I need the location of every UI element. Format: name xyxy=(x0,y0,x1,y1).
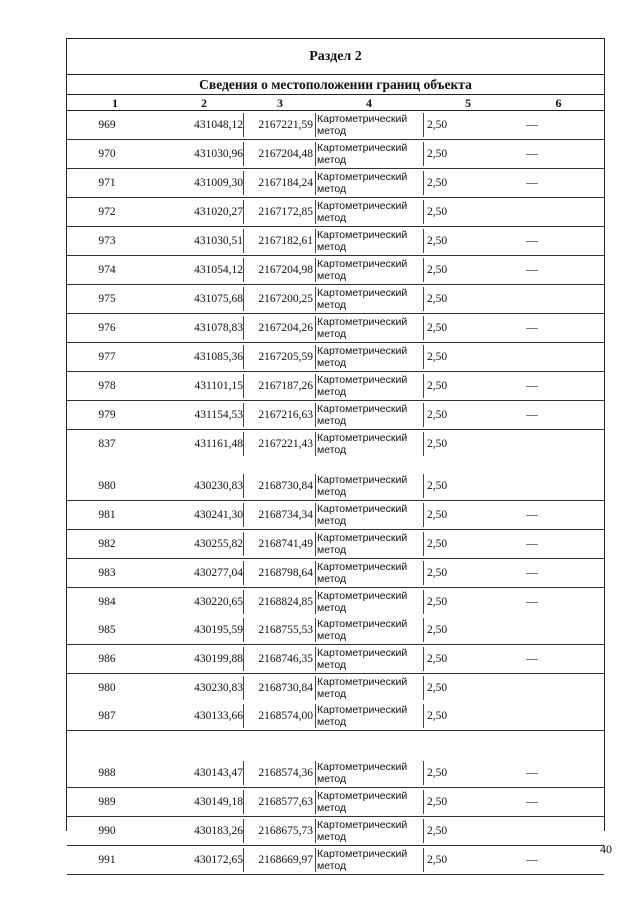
y-coordinate: 2168734,34 xyxy=(258,509,313,521)
accuracy-cell: 2,50 xyxy=(427,624,448,636)
column-divider xyxy=(243,704,244,728)
x-coordinate: 431161,48 xyxy=(194,438,243,450)
method-cell: Картометрический метод xyxy=(317,432,408,456)
description-cell: — xyxy=(526,322,538,334)
column-divider xyxy=(315,561,316,585)
table-row xyxy=(67,530,604,559)
column-divider xyxy=(243,503,244,527)
section-subtitle: Сведения о местоположении границ объекта xyxy=(67,75,604,95)
point-number: 980 xyxy=(98,682,116,694)
column-divider xyxy=(423,590,424,614)
column-divider xyxy=(243,848,244,872)
accuracy-cell: 2,50 xyxy=(427,825,448,837)
x-coordinate: 430230,83 xyxy=(194,480,243,492)
table-row xyxy=(67,674,604,702)
point-number: 982 xyxy=(98,538,116,550)
y-coordinate: 2168755,53 xyxy=(258,624,313,636)
section-title: Раздел 2 xyxy=(67,39,604,75)
method-cell: Картометрический метод xyxy=(317,200,408,224)
column-divider xyxy=(243,403,244,427)
column-divider xyxy=(243,171,244,195)
accuracy-cell: 2,50 xyxy=(427,480,448,492)
x-coordinate: 430143,47 xyxy=(194,767,243,779)
column-divider xyxy=(243,142,244,166)
point-number: 984 xyxy=(98,596,116,608)
table-row xyxy=(67,343,604,372)
column-header-4: 4 xyxy=(366,96,372,110)
point-number: 970 xyxy=(98,148,116,160)
accuracy-cell: 2,50 xyxy=(427,767,448,779)
column-divider xyxy=(243,761,244,785)
column-divider xyxy=(423,432,424,456)
column-divider xyxy=(423,316,424,340)
y-coordinate: 2167182,61 xyxy=(258,235,313,247)
column-divider xyxy=(315,229,316,253)
column-divider xyxy=(315,432,316,456)
x-coordinate: 430277,04 xyxy=(194,567,243,579)
point-number: 988 xyxy=(98,767,116,779)
description-cell: — xyxy=(526,854,538,866)
accuracy-cell: 2,50 xyxy=(427,177,448,189)
column-divider xyxy=(423,258,424,282)
table-row xyxy=(67,588,604,616)
y-coordinate: 2168669,97 xyxy=(258,854,313,866)
description-cell: — xyxy=(526,596,538,608)
column-divider xyxy=(315,819,316,843)
column-divider xyxy=(243,113,244,137)
column-divider xyxy=(315,532,316,556)
column-divider xyxy=(423,819,424,843)
x-coordinate: 431048,12 xyxy=(194,119,243,131)
column-divider xyxy=(315,171,316,195)
accuracy-cell: 2,50 xyxy=(427,596,448,608)
column-divider xyxy=(315,345,316,369)
method-cell: Картометрический метод xyxy=(317,287,408,311)
accuracy-cell: 2,50 xyxy=(427,380,448,392)
method-cell: Картометрический метод xyxy=(317,503,408,527)
method-cell: Картометрический метод xyxy=(317,848,408,872)
y-coordinate: 2168730,84 xyxy=(258,480,313,492)
point-number: 991 xyxy=(98,854,116,866)
column-divider xyxy=(243,647,244,671)
column-divider xyxy=(315,142,316,166)
y-coordinate: 2167184,24 xyxy=(258,177,313,189)
point-number: 985 xyxy=(98,624,116,636)
table-row xyxy=(67,559,604,588)
method-cell: Картометрический метод xyxy=(317,790,408,814)
accuracy-cell: 2,50 xyxy=(427,682,448,694)
column-divider xyxy=(423,704,424,728)
x-coordinate: 431101,15 xyxy=(194,380,243,392)
page-number: 40 xyxy=(600,842,612,856)
x-coordinate: 431078,83 xyxy=(194,322,243,334)
description-cell: — xyxy=(526,567,538,579)
column-divider xyxy=(243,819,244,843)
table-body xyxy=(67,111,604,875)
method-cell: Картометрический метод xyxy=(317,590,408,614)
y-coordinate: 2168675,73 xyxy=(258,825,313,837)
y-coordinate: 2167221,59 xyxy=(258,119,313,131)
x-coordinate: 431054,12 xyxy=(194,264,243,276)
column-divider xyxy=(423,200,424,224)
table-row xyxy=(67,846,604,875)
column-header-6: 6 xyxy=(555,96,562,110)
table-row xyxy=(67,458,604,501)
x-coordinate: 431075,68 xyxy=(194,293,243,305)
point-number: 837 xyxy=(98,438,116,450)
column-divider xyxy=(243,200,244,224)
method-cell: Картометрический метод xyxy=(317,345,408,369)
table-row xyxy=(67,372,604,401)
column-divider xyxy=(423,848,424,872)
table-row xyxy=(67,702,604,731)
column-divider xyxy=(423,474,424,498)
method-cell: Картометрический метод xyxy=(317,676,408,700)
column-divider xyxy=(243,618,244,642)
accuracy-cell: 2,50 xyxy=(427,567,448,579)
column-header-3: 3 xyxy=(277,96,283,110)
table-row xyxy=(67,788,604,817)
x-coordinate: 430183,26 xyxy=(194,825,243,837)
method-cell: Картометрический метод xyxy=(317,474,408,498)
x-coordinate: 431030,51 xyxy=(194,235,243,247)
point-number: 975 xyxy=(98,293,116,305)
description-cell: — xyxy=(526,767,538,779)
column-divider xyxy=(423,561,424,585)
column-divider xyxy=(243,676,244,700)
accuracy-cell: 2,50 xyxy=(427,653,448,665)
method-cell: Картометрический метод xyxy=(317,532,408,556)
y-coordinate: 2168577,63 xyxy=(258,796,313,808)
description-cell: — xyxy=(526,409,538,421)
method-cell: Картометрический метод xyxy=(317,258,408,282)
point-number: 986 xyxy=(98,653,116,665)
description-cell: — xyxy=(526,380,538,392)
table-row xyxy=(67,227,604,256)
x-coordinate: 431154,53 xyxy=(194,409,243,421)
point-number: 977 xyxy=(98,351,116,363)
accuracy-cell: 2,50 xyxy=(427,119,448,131)
column-divider xyxy=(315,287,316,311)
y-coordinate: 2168741,49 xyxy=(258,538,313,550)
column-divider xyxy=(243,345,244,369)
table-row xyxy=(67,616,604,645)
x-coordinate: 430172,65 xyxy=(194,854,243,866)
x-coordinate: 430149,18 xyxy=(194,796,243,808)
description-cell: — xyxy=(526,538,538,550)
table-row xyxy=(67,314,604,343)
column-divider xyxy=(423,287,424,311)
table-row xyxy=(67,401,604,430)
table-row xyxy=(67,140,604,169)
table-row xyxy=(67,817,604,846)
y-coordinate: 2167204,26 xyxy=(258,322,313,334)
method-cell: Картометрический метод xyxy=(317,647,408,671)
y-coordinate: 2167204,98 xyxy=(258,264,313,276)
table-row xyxy=(67,169,604,198)
column-divider xyxy=(243,474,244,498)
column-divider xyxy=(315,618,316,642)
accuracy-cell: 2,50 xyxy=(427,409,448,421)
point-number: 972 xyxy=(98,206,116,218)
method-cell: Картометрический метод xyxy=(317,374,408,398)
accuracy-cell: 2,50 xyxy=(427,148,448,160)
column-header-row xyxy=(67,96,604,111)
method-cell: Картометрический метод xyxy=(317,561,408,585)
y-coordinate: 2168798,64 xyxy=(258,567,313,579)
x-coordinate: 430220,65 xyxy=(194,596,243,608)
description-cell: — xyxy=(526,148,538,160)
description-cell: — xyxy=(526,119,538,131)
x-coordinate: 430195,59 xyxy=(194,624,243,636)
description-cell: — xyxy=(526,796,538,808)
description-cell: — xyxy=(526,177,538,189)
accuracy-cell: 2,50 xyxy=(427,264,448,276)
accuracy-cell: 2,50 xyxy=(427,351,448,363)
table-row xyxy=(67,731,604,788)
table-row xyxy=(67,501,604,530)
column-divider xyxy=(315,647,316,671)
y-coordinate: 2168574,00 xyxy=(258,710,313,722)
point-number: 973 xyxy=(98,235,116,247)
table-row xyxy=(67,111,604,140)
point-number: 979 xyxy=(98,409,116,421)
column-divider xyxy=(423,113,424,137)
column-divider xyxy=(243,287,244,311)
column-divider xyxy=(243,432,244,456)
table-row xyxy=(67,285,604,314)
point-number: 980 xyxy=(98,480,116,492)
x-coordinate: 430255,82 xyxy=(194,538,243,550)
description-cell: — xyxy=(526,653,538,665)
method-cell: Картометрический метод xyxy=(317,113,408,137)
method-cell: Картометрический метод xyxy=(317,761,408,785)
point-number: 971 xyxy=(98,177,116,189)
point-number: 969 xyxy=(98,119,116,131)
column-divider xyxy=(423,171,424,195)
column-divider xyxy=(243,561,244,585)
column-divider xyxy=(315,676,316,700)
point-number: 987 xyxy=(98,710,116,722)
column-divider xyxy=(243,374,244,398)
column-header-2: 2 xyxy=(201,96,207,110)
column-divider xyxy=(243,229,244,253)
column-divider xyxy=(243,258,244,282)
column-divider xyxy=(423,403,424,427)
method-cell: Картометрический метод xyxy=(317,704,408,728)
point-number: 981 xyxy=(98,509,116,521)
x-coordinate: 431085,36 xyxy=(194,351,243,363)
table-row xyxy=(67,430,604,458)
y-coordinate: 2167172,85 xyxy=(258,206,313,218)
y-coordinate: 2167216,63 xyxy=(258,409,313,421)
column-divider xyxy=(423,503,424,527)
column-header-5: 5 xyxy=(465,96,471,110)
x-coordinate: 431009,30 xyxy=(194,177,243,189)
column-divider xyxy=(315,848,316,872)
x-coordinate: 431030,96 xyxy=(194,148,243,160)
column-header-1: 1 xyxy=(112,96,118,110)
column-divider xyxy=(423,618,424,642)
accuracy-cell: 2,50 xyxy=(427,206,448,218)
point-number: 990 xyxy=(98,825,116,837)
accuracy-cell: 2,50 xyxy=(427,438,448,450)
accuracy-cell: 2,50 xyxy=(427,235,448,247)
x-coordinate: 430241,30 xyxy=(194,509,243,521)
method-cell: Картометрический метод xyxy=(317,819,408,843)
x-coordinate: 430133,66 xyxy=(194,710,243,722)
column-divider xyxy=(423,676,424,700)
x-coordinate: 431020,27 xyxy=(194,206,243,218)
column-divider xyxy=(243,316,244,340)
column-divider xyxy=(315,474,316,498)
description-cell: — xyxy=(526,509,538,521)
table-row xyxy=(67,256,604,285)
column-divider xyxy=(315,590,316,614)
column-divider xyxy=(243,790,244,814)
y-coordinate: 2168730,84 xyxy=(258,682,313,694)
column-divider xyxy=(315,403,316,427)
point-number: 976 xyxy=(98,322,116,334)
accuracy-cell: 2,50 xyxy=(427,796,448,808)
column-divider xyxy=(423,647,424,671)
column-divider xyxy=(315,704,316,728)
method-cell: Картометрический метод xyxy=(317,171,408,195)
column-divider xyxy=(423,761,424,785)
accuracy-cell: 2,50 xyxy=(427,322,448,334)
document-table-frame xyxy=(66,38,605,872)
method-cell: Картометрический метод xyxy=(317,229,408,253)
column-divider xyxy=(423,142,424,166)
column-divider xyxy=(243,590,244,614)
y-coordinate: 2167205,59 xyxy=(258,351,313,363)
column-divider xyxy=(315,374,316,398)
method-cell: Картометрический метод xyxy=(317,403,408,427)
accuracy-cell: 2,50 xyxy=(427,509,448,521)
column-divider xyxy=(315,200,316,224)
table-row xyxy=(67,645,604,674)
point-number: 983 xyxy=(98,567,116,579)
column-divider xyxy=(315,503,316,527)
y-coordinate: 2168824,85 xyxy=(258,596,313,608)
accuracy-cell: 2,50 xyxy=(427,854,448,866)
column-divider xyxy=(423,374,424,398)
point-number: 978 xyxy=(98,380,116,392)
point-number: 974 xyxy=(98,264,116,276)
y-coordinate: 2168746,35 xyxy=(258,653,313,665)
column-divider xyxy=(315,790,316,814)
y-coordinate: 2167200,25 xyxy=(258,293,313,305)
x-coordinate: 430199,88 xyxy=(194,653,243,665)
y-coordinate: 2167187,26 xyxy=(258,380,313,392)
column-divider xyxy=(315,761,316,785)
method-cell: Картометрический метод xyxy=(317,142,408,166)
description-cell: — xyxy=(526,235,538,247)
column-divider xyxy=(423,790,424,814)
column-divider xyxy=(243,532,244,556)
y-coordinate: 2167221,43 xyxy=(258,438,313,450)
column-divider xyxy=(423,345,424,369)
accuracy-cell: 2,50 xyxy=(427,710,448,722)
column-divider xyxy=(423,532,424,556)
y-coordinate: 2168574,36 xyxy=(258,767,313,779)
y-coordinate: 2167204,48 xyxy=(258,148,313,160)
column-divider xyxy=(423,229,424,253)
method-cell: Картометрический метод xyxy=(317,618,408,642)
column-divider xyxy=(315,113,316,137)
method-cell: Картометрический метод xyxy=(317,316,408,340)
table-row xyxy=(67,198,604,227)
column-divider xyxy=(315,316,316,340)
description-cell: — xyxy=(526,264,538,276)
point-number: 989 xyxy=(98,796,116,808)
x-coordinate: 430230,83 xyxy=(194,682,243,694)
accuracy-cell: 2,50 xyxy=(427,538,448,550)
accuracy-cell: 2,50 xyxy=(427,293,448,305)
column-divider xyxy=(315,258,316,282)
